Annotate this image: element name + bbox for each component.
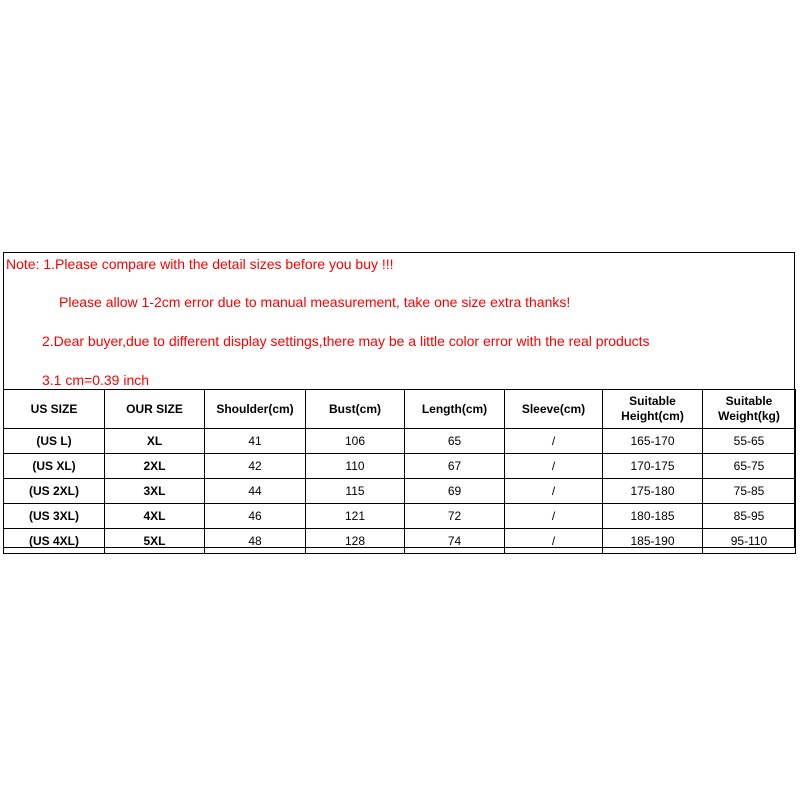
cell-height: 170-175 bbox=[603, 454, 703, 479]
cell-weight: 65-75 bbox=[703, 454, 796, 479]
cell-shoulder: 44 bbox=[205, 479, 306, 504]
table-header-row bbox=[4, 390, 796, 429]
cell-weight: 75-85 bbox=[703, 479, 796, 504]
cell-sleeve: / bbox=[505, 529, 603, 554]
cell-us-size: (US 2XL) bbox=[4, 479, 105, 504]
cell-sleeve: / bbox=[505, 479, 603, 504]
header-sleeve: Sleeve(cm) bbox=[505, 390, 603, 429]
cell-us-size: (US XL) bbox=[4, 454, 105, 479]
header-suitable-height bbox=[603, 390, 703, 429]
cell-bust: 128 bbox=[306, 529, 405, 554]
cell-weight: 95-110 bbox=[703, 529, 796, 554]
size-chart bbox=[3, 252, 795, 548]
cell-shoulder: 46 bbox=[205, 504, 306, 529]
note-line-4: 3.1 cm=0.39 inch bbox=[42, 372, 150, 388]
header-length: Length(cm) bbox=[405, 390, 505, 429]
header-height-line-2: Height(cm) bbox=[621, 409, 684, 423]
note-line-3: 2.Dear buyer,due to different display settings,there may be a little color error with the real products bbox=[42, 333, 650, 349]
cell-bust: 115 bbox=[306, 479, 405, 504]
cell-sleeve: / bbox=[505, 429, 603, 454]
cell-our-size: 4XL bbox=[105, 504, 205, 529]
cell-shoulder: 41 bbox=[205, 429, 306, 454]
note-line-2: Please allow 1-2cm error due to manual measurement, take one size extra thanks! bbox=[59, 294, 571, 310]
header-bust: Bust(cm) bbox=[306, 390, 405, 429]
cell-height: 185-190 bbox=[603, 529, 703, 554]
cell-length: 67 bbox=[405, 454, 505, 479]
cell-bust: 106 bbox=[306, 429, 405, 454]
cell-shoulder: 42 bbox=[205, 454, 306, 479]
cell-shoulder: 48 bbox=[205, 529, 306, 554]
table-row bbox=[4, 504, 796, 529]
cell-bust: 110 bbox=[306, 454, 405, 479]
cell-length: 72 bbox=[405, 504, 505, 529]
size-table bbox=[3, 389, 796, 554]
cell-length: 74 bbox=[405, 529, 505, 554]
cell-us-size: (US L) bbox=[4, 429, 105, 454]
table-row bbox=[4, 429, 796, 454]
cell-length: 65 bbox=[405, 429, 505, 454]
header-height-line-1: Suitable bbox=[629, 394, 676, 408]
cell-our-size: 3XL bbox=[105, 479, 205, 504]
header-weight-line-1: Suitable bbox=[725, 394, 773, 408]
note-line-1: Note: 1.Please compare with the detail sizes before you buy !!! bbox=[6, 256, 394, 272]
table-row bbox=[4, 479, 796, 504]
cell-sleeve: / bbox=[505, 504, 603, 529]
cell-height: 180-185 bbox=[603, 504, 703, 529]
header-our-size: OUR SIZE bbox=[105, 390, 205, 429]
header-weight-line-2: Weight(kg) bbox=[718, 409, 780, 423]
header-shoulder: Shoulder(cm) bbox=[205, 390, 306, 429]
cell-us-size: (US 4XL) bbox=[4, 529, 105, 554]
header-us-size: US SIZE bbox=[4, 390, 105, 429]
cell-our-size: XL bbox=[105, 429, 205, 454]
cell-our-size: 2XL bbox=[105, 454, 205, 479]
cell-us-size: (US 3XL) bbox=[4, 504, 105, 529]
cell-sleeve: / bbox=[505, 454, 603, 479]
cell-weight: 55-65 bbox=[703, 429, 796, 454]
cell-length: 69 bbox=[405, 479, 505, 504]
cell-height: 165-170 bbox=[603, 429, 703, 454]
cell-weight: 85-95 bbox=[703, 504, 796, 529]
cell-bust: 121 bbox=[306, 504, 405, 529]
table-row bbox=[4, 454, 796, 479]
cell-height: 175-180 bbox=[603, 479, 703, 504]
header-suitable-weight bbox=[703, 390, 796, 429]
cell-our-size: 5XL bbox=[105, 529, 205, 554]
table-row bbox=[4, 529, 796, 554]
